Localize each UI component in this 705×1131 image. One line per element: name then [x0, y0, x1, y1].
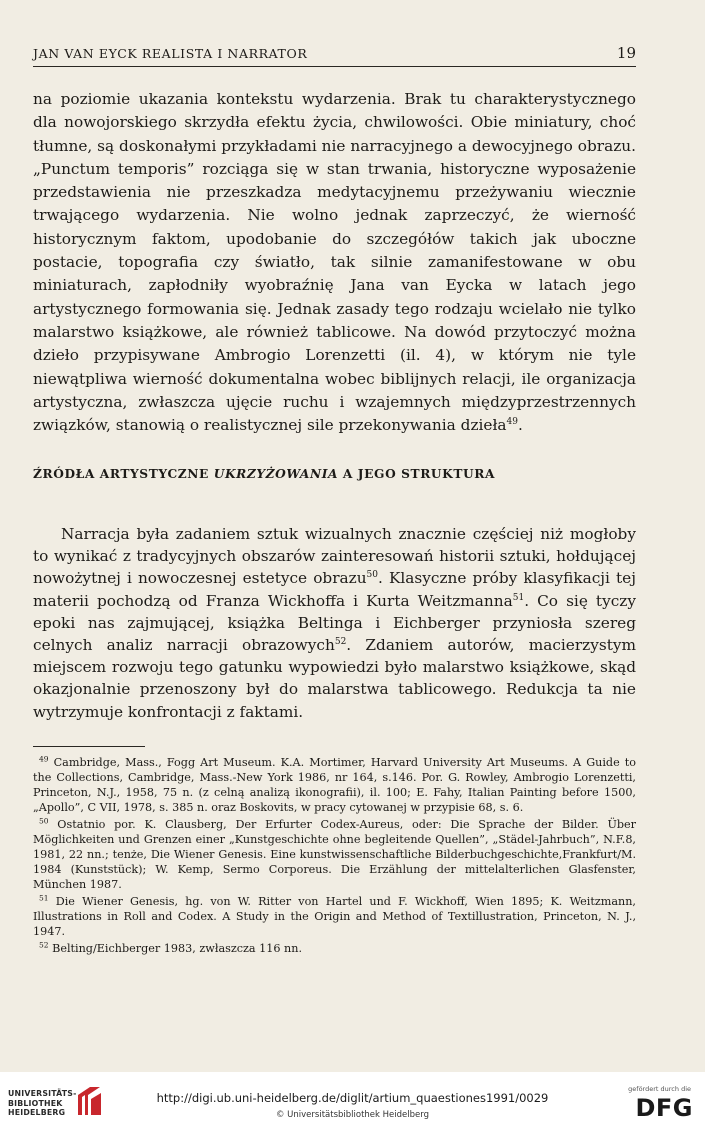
body-paragraph-2 [33, 523, 636, 723]
paragraph-text: . Co się tyczy epoki nas zajmującej, książka Beltinga i Eichberger przyniosła szereg celnych analiz narracji obrazowych [33, 591, 636, 655]
footnote-50 [33, 817, 636, 892]
section-heading-text: ŹRÓDŁA ARTYSTYCZNE [33, 467, 214, 481]
footnote-number: 51 [39, 893, 49, 903]
digitization-footer [0, 1072, 705, 1131]
footnote-text: Cambridge, Mass., Fogg Art Museum. K.A. Mortimer, Harvard University Art Museums. A Guide to the Collections, Cambridge, Mass.-New York 1986, nr 164, s.146. Por. G. Rowley, Ambrogio Lorenzetti, Princeton, N.J., 1958, 75 n. (z celną analizą ikonografii), il. 100; E. Fahy, Italian Painting before 1500, „Apollo”, C VII, 1978, s. 385 n. oraz Boskovits, w pracy cytowanej w przypisie 68, s. 6. [33, 756, 636, 814]
section-heading-italic: UKRZYŻOWANIA [213, 467, 339, 481]
library-name-line: UNIVERSITÄTS- [8, 1089, 77, 1098]
paragraph-text: . Zdaniem autorów, macierzystym miejscem rozwoju tego gatunku wypowiedzi było malarstwo książkowe, skąd okazjonalnie przenoszony był do malarstwa tablicowego. Redukcja ta nie wytrzymuje konfrontacji z faktami. [33, 636, 636, 721]
footnote-ref-51[interactable]: 51 [512, 592, 525, 603]
copyright-notice: © Universitätsbibliothek Heidelberg [275, 1110, 429, 1120]
page-header [33, 44, 636, 67]
paragraph-text: . [517, 416, 523, 435]
body-paragraph-1 [33, 88, 636, 437]
section-heading-text: A JEGO STRUKTURA [338, 467, 496, 481]
library-name-line: BIBLIOTHEK [8, 1098, 63, 1108]
footnote-number: 50 [39, 816, 49, 826]
dfg-logo[interactable]: DFG [635, 1094, 693, 1122]
paragraph-text: Narracja była zadaniem sztuk wizualnych znacznie częściej niż mogłoby to wynikać z tradycyjnych obszarów zainteresowań historii sztuki, hołdującej nowożytnej i nowoczesnej estetyce obrazu [33, 525, 636, 588]
running-head: JAN VAN EYCK REALISTA I NARRATOR [33, 46, 308, 61]
footnote-number: 52 [39, 940, 49, 950]
paragraph-text: na poziomie ukazania kontekstu wydarzenia. Brak tu charakterystycznego dla nowojorskiego skrzydła efektu życia, chwilowości. Obie miniatury, choć tłumne, są doskonałymi przykładami nie narracyjnego a dewocyjnego obrazu. „Punctum temporis” rozciąga się w stan trwania, historyczne wyposażenie przedstawienia nie przeszkadza medytacyjnemu przeżywaniu wiecznie trwającego wydarzenia. Nie wolno jednak zaprzeczyć, że wierność historycznym faktom, upodobanie do szczegółów takich jak uboczne postacie, topografia czy światło, tak silnie zamanifestowane w obu miniaturach, zapłodniły wyobraźnię Jana van Eycka w latach jego artystycznego formowania się. Jednak zasady tego rodzaju wcielało nie tylko malarstwo książkowe, ale również tablicowe. Na dowód przytoczyć można dzieło przypisywane Ambrogio Lorenzetti (il. 4), w którym nie tyle niewątpliwa wierność dokumentalna wobec biblijnych relacji, ile organizacja artystyczna, zwłaszcza ujęcie ruchu i wzajemnych międzyprzestrzennych związków, stanowią o realistycznej sile przekonywania dzieła [33, 90, 636, 435]
footnote-text: Ostatnio por. K. Clausberg, Der Erfurter Codex-Aureus, oder: Die Sprache der Bilder. Über Möglichkeiten und Grenzen einer „Kunstgeschichte ohne begleitende Quellen”, „Städel-Jahrbuch”, N.F.8, 1981, 22 nn.; tenże, Die Wiener Genesis. Eine kunstwissenschaftliche Bilderbuchgeschichte,Frankfurt/M. 1984 (Kunststück); W. Kemp, Sermo Corporeus. Die Erzählung der mittelalterlichen Glasfenster, München 1987. [33, 818, 636, 891]
footnote-49 [33, 755, 636, 815]
page-number: 19 [616, 44, 636, 62]
footnote-text: Belting/Eichberger 1983, zwłaszcza 116 nn. [52, 942, 303, 955]
footnote-divider [33, 746, 145, 747]
section-heading [33, 467, 495, 481]
paragraph-text: . Klasyczne próby klasyfikacji tej materii pochodzą od Franza Wickhoffa i Kurta Weitzmanna [33, 569, 636, 610]
footnote-text: Die Wiener Genesis, hg. von W. Ritter von Hartel und F. Wickhoff, Wien 1895; K. Weitzmann, Illustrations in Roll and Codex. A Study in the Origin and Method of Textillustration, Princeton, N. J., 1947. [33, 895, 636, 938]
footnote-ref-49[interactable]: 49 [506, 417, 518, 428]
footnote-ref-50[interactable]: 50 [366, 570, 378, 581]
footnotes [33, 755, 636, 958]
library-name-line: HEIDELBERG [8, 1108, 66, 1117]
funding-caption: gefördert durch die [628, 1085, 691, 1093]
footnote-number: 49 [39, 754, 49, 764]
permalink-url[interactable]: http://digi.ub.uni-heidelberg.de/diglit/artium_quaestiones1991/0029 [156, 1091, 549, 1105]
footnote-52 [33, 941, 636, 956]
footnote-ref-52[interactable]: 52 [334, 636, 347, 647]
footnote-51 [33, 894, 636, 939]
